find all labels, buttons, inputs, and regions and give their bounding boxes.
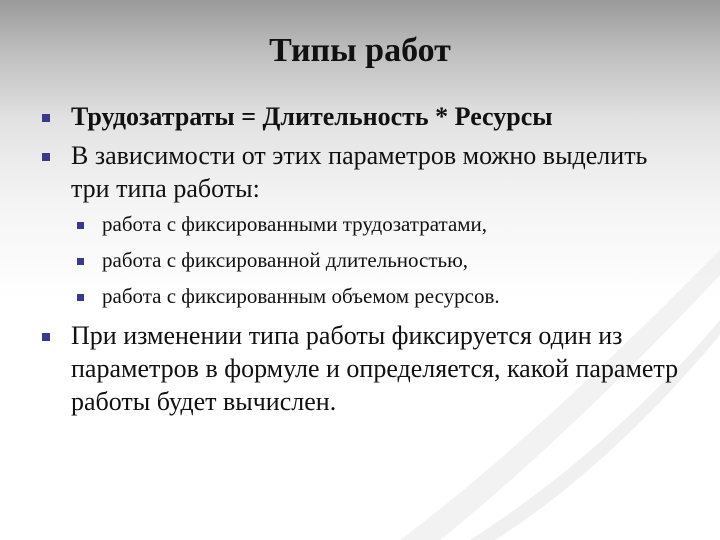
bullet-list — [42, 100, 682, 424]
sub-bullet-list — [71, 211, 682, 309]
bullet-text: При изменении типа работы фиксируется один из параметров в формуле и определяется, какой параметр работы будет вычислен. — [71, 321, 679, 416]
square-bullet-icon — [77, 222, 84, 229]
square-bullet-icon — [42, 114, 50, 122]
square-bullet-icon — [42, 153, 50, 161]
bullet-item-fixed-parameter — [42, 319, 682, 418]
square-bullet-icon — [77, 294, 84, 301]
sub-bullet-text: работа с фиксированным объемом ресурсов. — [102, 284, 500, 308]
sub-bullet-item — [71, 211, 682, 237]
sub-bullet-item — [71, 247, 682, 273]
bullet-item-work-types — [42, 139, 682, 309]
square-bullet-icon — [77, 258, 84, 265]
sub-bullet-item — [71, 283, 682, 309]
bullet-item-formula — [42, 100, 682, 133]
bullet-text: В зависимости от этих параметров можно выделить три типа работы: — [71, 141, 648, 203]
slide-title: Типы работ — [269, 32, 451, 69]
sub-bullet-text: работа с фиксированными трудозатратами, — [102, 212, 488, 236]
square-bullet-icon — [42, 333, 50, 341]
bullet-text: Трудозатраты = Длительность * Ресурсы — [71, 102, 553, 131]
sub-bullet-text: работа с фиксированной длительностью, — [102, 248, 469, 272]
